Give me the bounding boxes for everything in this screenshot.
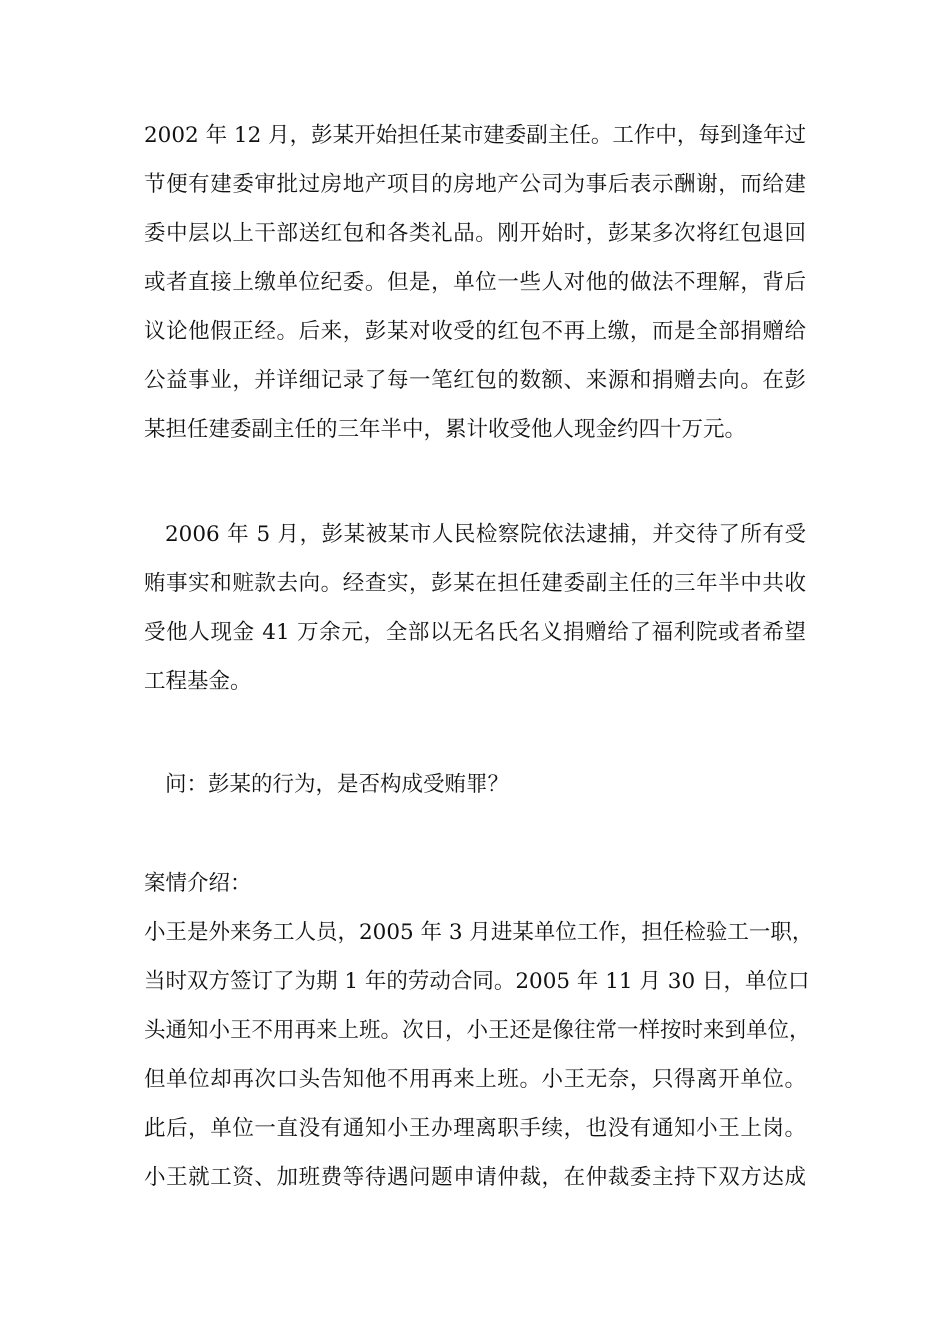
section-heading: 案情介绍： bbox=[144, 871, 252, 896]
text-line: 此后，单位一直没有通知小王办理离职手续，也没有通知小王上岗。 bbox=[144, 1116, 806, 1141]
text-line: 但单位却再次口头告知他不用再来上班。小王无奈，只得离开单位。 bbox=[144, 1067, 806, 1092]
text-line: 小王是外来务工人员，2005 年 3 月进某单位工作，担任检验工一职， bbox=[144, 920, 814, 945]
text-line: 2006 年 5 月，彭某被某市人民检察院依法逮捕，并交待了所有受 bbox=[165, 522, 806, 547]
text-line: 工程基金。 bbox=[144, 669, 252, 694]
paragraph-case1-background bbox=[144, 111, 806, 454]
text-line: 委中层以上干部送红包和各类礼品。刚开始时，彭某多次将红包退回 bbox=[144, 221, 806, 246]
text-line: 受他人现金 41 万余元，全部以无名氏名义捐赠给了福利院或者希望 bbox=[144, 620, 806, 645]
question-line: 问：彭某的行为，是否构成受贿罪？ bbox=[165, 772, 510, 797]
case2-heading bbox=[144, 859, 806, 908]
text-line: 2002 年 12 月，彭某开始担任某市建委副主任。工作中，每到逢年过 bbox=[144, 123, 806, 148]
text-line: 小王就工资、加班费等待遇问题申请仲裁，在仲裁委主持下双方达成 bbox=[144, 1165, 806, 1190]
text-line: 头通知小王不用再来上班。次日，小王还是像往常一样按时来到单位， bbox=[144, 1018, 811, 1043]
text-line: 公益事业，并详细记录了每一笔红包的数额、来源和捐赠去向。在彭 bbox=[144, 368, 806, 393]
text-line: 或者直接上缴单位纪委。但是，单位一些人对他的做法不理解，背后 bbox=[144, 270, 806, 295]
paragraph-case1-arrest bbox=[144, 510, 806, 706]
paragraph-case1-question bbox=[144, 760, 806, 809]
text-line: 贿事实和赃款去向。经查实，彭某在担任建委副主任的三年半中共收 bbox=[144, 571, 806, 596]
text-line: 节便有建委审批过房地产项目的房地产公司为事后表示酬谢，而给建 bbox=[144, 172, 806, 197]
text-line: 某担任建委副主任的三年半中，累计收受他人现金约四十万元。 bbox=[144, 417, 747, 442]
text-line: 当时双方签订了为期 1 年的劳动合同。2005 年 11 月 30 日，单位口 bbox=[144, 969, 810, 994]
paragraph-case2-body bbox=[144, 908, 814, 1202]
text-line: 议论他假正经。后来，彭某对收受的红包不再上缴，而是全部捐赠给 bbox=[144, 319, 806, 344]
